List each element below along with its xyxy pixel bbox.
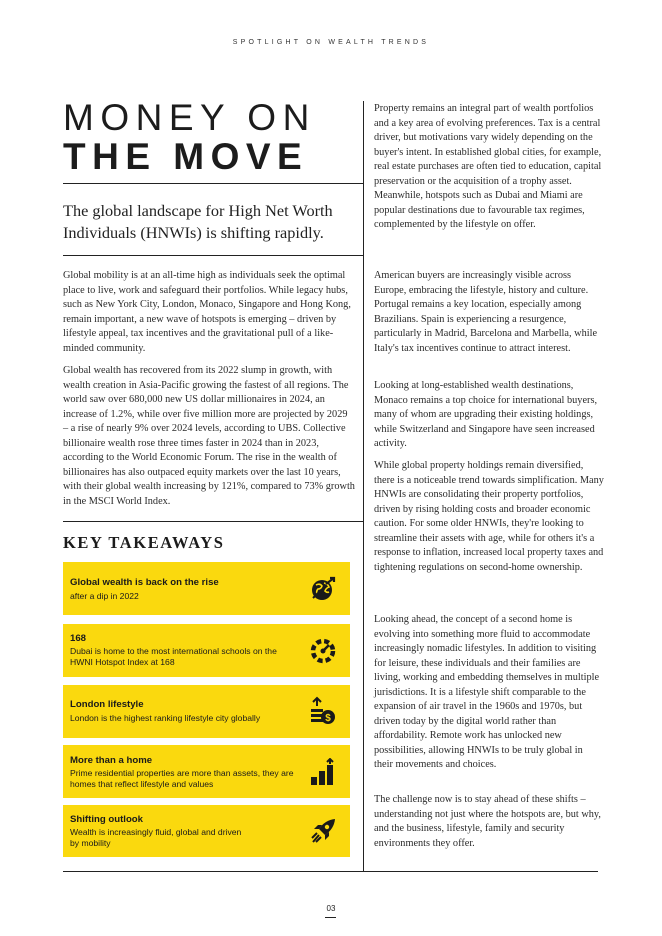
title-rule — [63, 183, 363, 184]
takeaway-title: More than a home — [70, 755, 153, 766]
growth-bars-icon — [309, 758, 337, 786]
body-paragraph-3: Looking at long-established wealth destinations, Monaco remains a top choice for international buyers, many of whom are upgrading their existing holdings, while Switzerland and Singapore have seen increased activity. — [374, 380, 598, 449]
takeaway-card-1 — [63, 562, 350, 615]
svg-text:$: $ — [325, 713, 331, 724]
takeaway-title: Shifting outlook — [70, 814, 144, 825]
body-paragraph-4: While global property holdings remain diversified, there is a noticeable trend towards simplification. Many HNWIs are consolidating their property portfolios, driven by rising holding costs and broader economic caution. For some older HNWIs, they're looking to streamline their assets with age, while for others it's a response to inflation, increased local property taxes and tightening regulations on second-home ownership. — [374, 460, 604, 573]
rocket-icon — [309, 817, 337, 845]
takeaway-card-2 — [63, 624, 350, 677]
subtitle-rule — [63, 255, 363, 256]
section-kicker: SPOTLIGHT ON WEALTH TRENDS — [232, 39, 430, 46]
body-paragraph-5: Looking ahead, the concept of a second home is evolving into something more fluid to accommodate increasingly nomadic lifestyles. In addition to visiting for leisure, these individuals and their families are living, working and embedding themselves in multiple jurisdictions. It is a lifestyle shift comparable to the expansion of air travel in the 1960s and 1970s, but driven today by the digital world rather than affordability. Remote work has unlocked new possibilities, allowing HNWIs to be truly global in their movements and choices. — [374, 614, 600, 770]
takeaways-heading: KEY TAKEAWAYS — [63, 533, 225, 552]
takeaway-title: Global wealth is back on the rise — [70, 577, 219, 588]
takeaway-desc: after a dip in 2022 — [70, 591, 139, 601]
intro-paragraph-2: Global wealth has recovered from its 2022 slump in growth, with wealth creation in Asia-Pacific growing the fastest of all regions. The world saw over 680,000 new US dollar millionaires in 2024, an increase of 1.2%, while over five million more are projected by 2029 – a rise of nearly 9% over 2024 levels, according to UBS. Collective billionaire wealth rose three times faster in 2024 than in 2023, according to the World Economic Forum. The rise in the wealth of billionaires has also outpaced equity markets over the last 10 years, with their global wealth increasing by 121%, compared to 73% growth in the MSCI World Index. — [63, 365, 355, 507]
bottom-rule — [63, 871, 598, 872]
takeaway-title: 168 — [70, 633, 87, 644]
gauge-icon — [309, 637, 337, 665]
takeaway-card-5 — [63, 805, 350, 857]
page-number: 03 — [326, 904, 336, 913]
subtitle: The global landscape for High Net Worth Individuals (HNWIs) is shifting rapidly. — [63, 201, 333, 242]
takeaways-rule — [63, 521, 363, 522]
intro-paragraph-1: Global mobility is at an all-time high as individuals seek the optimal place to live, work and safeguard their portfolios. While legacy hubs, such as New York City, London, Monaco, Singapore and Hong Kong, remain important, a new wave of hotspots is emerging – driven by lifestyle appeal, tax incentives and the gravitational pull of a like-minded community. — [63, 270, 351, 354]
takeaway-desc: Prime residential properties are more than assets, they are homes that reflect lifestyle and values — [70, 768, 294, 789]
body-paragraph-1: Property remains an integral part of wealth portfolios and a key area of evolving preferences. Tax is a central driver, but motivations vary widely depending on the buyer's intent. In established global cities, for example, real estate purchases are often tied to education, capital preservation or the acquisition of a trophy asset. Meanwhile, hotspots such as Dubai and Miami are popular destinations due to favourable tax regimes, complemented by the lifestyle on offer. — [374, 103, 602, 230]
page-number-underline — [325, 917, 336, 918]
takeaway-title: London lifestyle — [70, 699, 144, 710]
coin-stack-icon — [309, 696, 337, 726]
page-title-line1: MONEY ON — [63, 97, 316, 138]
column-divider — [363, 101, 364, 871]
takeaway-desc: London is the highest ranking lifestyle city globally — [70, 713, 261, 723]
body-paragraph-2: American buyers are increasingly visible across Europe, embracing the lifestyle, history and culture. Portugal remains a key location, especially among Brazilians. Spain is experiencing a resurgence, particularly in Madrid, Barcelona and Marbella, while Italy's tax incentives continue to attract interest. — [374, 270, 598, 354]
body-paragraph-6: The challenge now is to stay ahead of these shifts – understanding not just where the hotspots are, but why, and the business, lifestyle, family and security environments they offer. — [374, 794, 601, 849]
takeaway-desc: Wealth is increasingly fluid, global and driven by mobility — [70, 827, 242, 848]
globe-arrow-icon — [309, 575, 337, 603]
takeaway-desc: Dubai is home to the most international schools on the HWNI Hotspot Index at 168 — [70, 646, 277, 667]
page-title-line2: THE MOVE — [63, 136, 309, 177]
takeaway-card-4 — [63, 745, 350, 798]
takeaway-card-3 — [63, 685, 350, 738]
